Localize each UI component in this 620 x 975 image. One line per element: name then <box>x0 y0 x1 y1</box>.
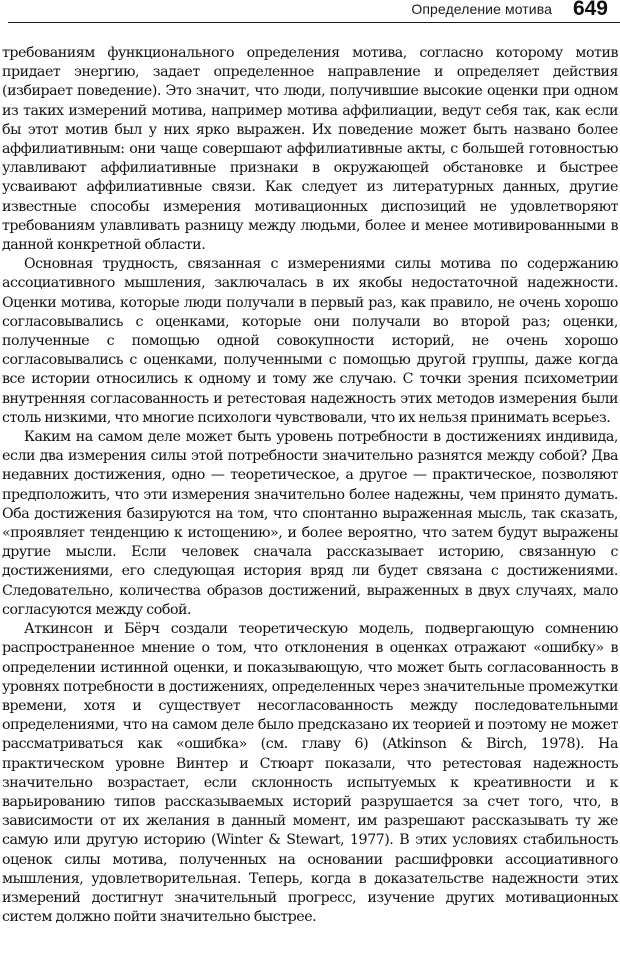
paragraph: Каким на самом деле может быть уровень потребности в достижениях индивида, если два измерения силы этой потребности значительно разнятся между собой? Два недавних достижения, одно — теоретическое, а другое — практическое, позволяют предположить, что эти измерения значительно более надежны, чем принято думать. Оба достижения базируются на том, что спонтанно выраженная мысль, так сказать, «проявляет тенденцию к истощению», и более вероятно, что затем будут выражены другие мысли. Если человек сначала рассказывает историю, связанную с достижениями, его следующая история вряд ли будет связана с достижениями. Следовательно, количества образов достижений, выраженных в двух случаях, мало согласуются между собой. <box>2 429 618 618</box>
running-header <box>0 0 620 26</box>
header-rule <box>8 22 620 23</box>
running-title: Определение мотива <box>411 1 552 17</box>
page-number: 649 <box>572 0 608 20</box>
paragraph: Основная трудность, связанная с измерениями силы мотива по содержанию ассоциативного мышления, заключалась в их якобы недостаточной надежности. Оценки мотива, которые люди получали в первый раз, как правило, не очень хорошо согласовывались с оценками, которые они получали во второй раз; оценки, полученные с помощью одной совокупности историй, не очень хорошо согласовывались с оценками, полученными с помощью другой группы, даже когда все истории относились к одному и тому же случаю. С точки зрения психометрии внутренняя согласованность и ретестовая надежность этих методов измерения были столь низкими, что многие психологи чувствовали, что их нельзя принимать всерьез. <box>2 256 618 426</box>
paragraph-continued: требованиям функционального определения мотива, согласно которому мотив придает энергию, задает определенное направление и определяет действия (избирает поведение). Это значит, что люди, получившие высокие оценки при одном из таких измерений мотива, например мотива аффилиации, ведут себя так, как если бы этот мотив был у них ярко выражен. Их поведение может быть названо более аффилиативным: они чаще совершают аффилиативные акты, с большей готовностью улавливают аффилиативные признаки в окружающей обстановке и быстрее усваивают аффилиативные связи. Как следует из литературных данных, другие известные способы измерения мотивационных диспозиций не удовлетворяют требованиям улавливать разницу между людьми, более и менее мотивированными в данной конкретной области. <box>2 45 618 254</box>
paragraph: Аткинсон и Бёрч создали теоретическую модель, подвергающую сомнению распространенное мнение о том, что отклонения в оценках отражают «ошибку» в определении истинной оценки, и показывающую, что может быть согласованность в уровнях потребности в достижениях, определенных через значительные промежутки времени, хотя и существует несогласованность между последовательными определениями, что на самом деле было предсказано их теорией и поэтому не может рассматриваться как «ошибка» (см. главу 6) (Atkinson & Birch, 1978). На практическом уровне Винтер и Стюарт показали, что ретестовая надежность значительно возрастает, если склонность испытуемых к креативности и к варьированию типов рассказываемых историй разрушается за счет того, что, в зависимости от их желания в данный момент, им разрешают рассказывать ту же самую или другую историю (Winter & Stewart, 1977). В этих условиях стабильность оценок силы мотива, полученных на основании расшифровки ассоциативного мышления, удовлетворительная. Теперь, когда в доказательстве надежности этих измерений достигнут значительный прогресс, изучение других мотивационных систем должно пойти значительно быстрее. <box>2 621 618 926</box>
body-text <box>2 44 618 927</box>
